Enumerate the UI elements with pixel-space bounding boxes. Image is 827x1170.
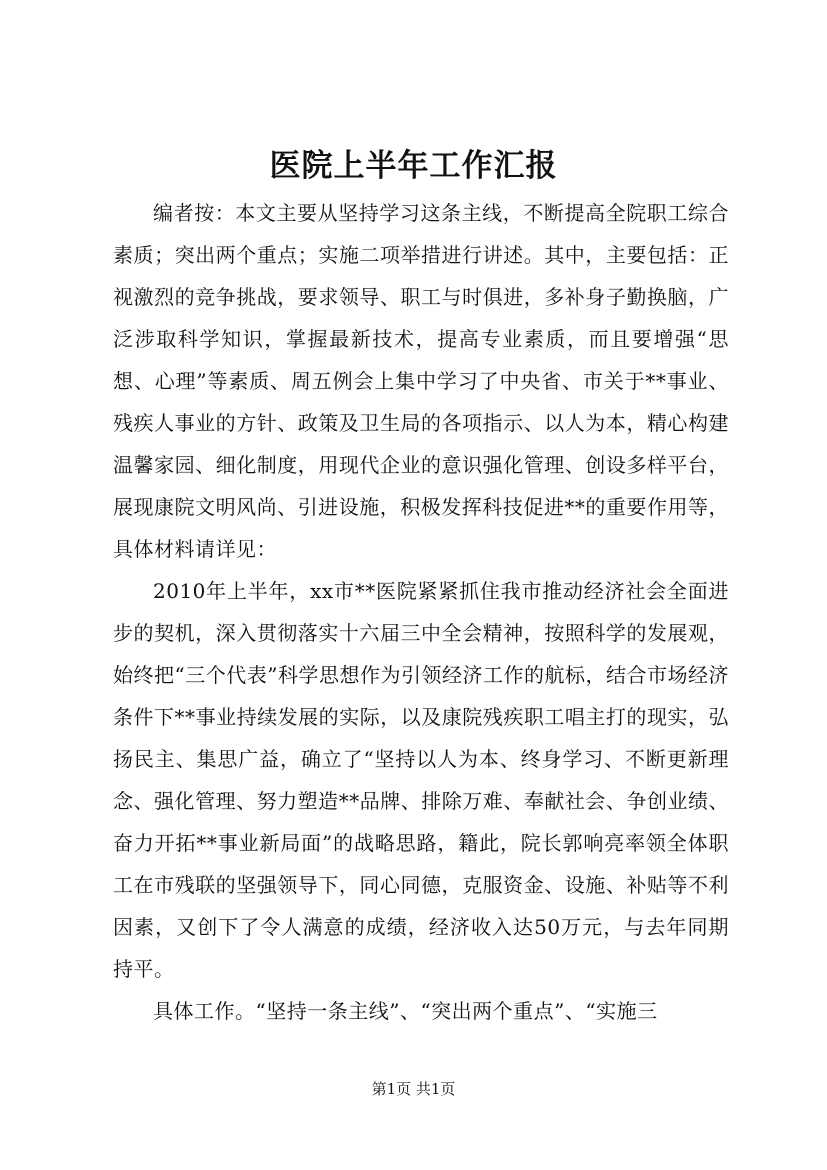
paragraph-specific-work: 具体工作。“坚持一条主线”、“突出两个重点”、“实施三 — [153, 999, 658, 1023]
page-footer: 第1页 共1页 — [371, 1080, 456, 1098]
paragraph-summary: 2010年上半年，xx市**医院紧紧抓住我市推动经济社会全面进步的契机，深入贯彻落实十六届三中全会精神，按照科学的发展观，始终把“三个代表”科学思想作为引领经济工作的航标，结合市场经济条件下**事业持续发展的实际，以及康院残疾职工唱主打的现实，弘扬民主、集思广益，确立了“坚持以人为本、终身学习、不断更新理念、强化管理、努力塑造**品牌、排除万难、奉献社会、争创业绩、奋力开拓**事业新局面”的战略思路，籍此，院长郭响亮率领全体职工在市残联的坚强领导下，同心同德，克服资金、设施、补贴等不利因素，又创下了令人满意的成绩，经济收入达50万元，与去年同期持平。 — [113, 579, 729, 981]
paragraph-editor-note: 编者按：本文主要从坚持学习这条主线，不断提高全院职工综合素质；突出两个重点；实施二项举措进行讲述。其中，主要包括：正视激烈的竞争挑战，要求领导、职工与时俱进，多补身子勤换脑，广泛涉取科学知识，掌握最新技术，提高专业素质，而且要增强“思想、心理”等素质、周五例会上集中学习了中央省、市关于**事业、残疾人事业的方针、政策及卫生局的各项指示、以人为本，精心构建温馨家园、细化制度，用现代企业的意识强化管理、创设多样平台，展现康院文明风尚、引进设施，积极发挥科技促进**的重要作用等，具体材料请详见： — [113, 201, 729, 561]
document-body — [113, 192, 729, 1032]
document-title: 医院上半年工作汇报 — [269, 148, 558, 184]
